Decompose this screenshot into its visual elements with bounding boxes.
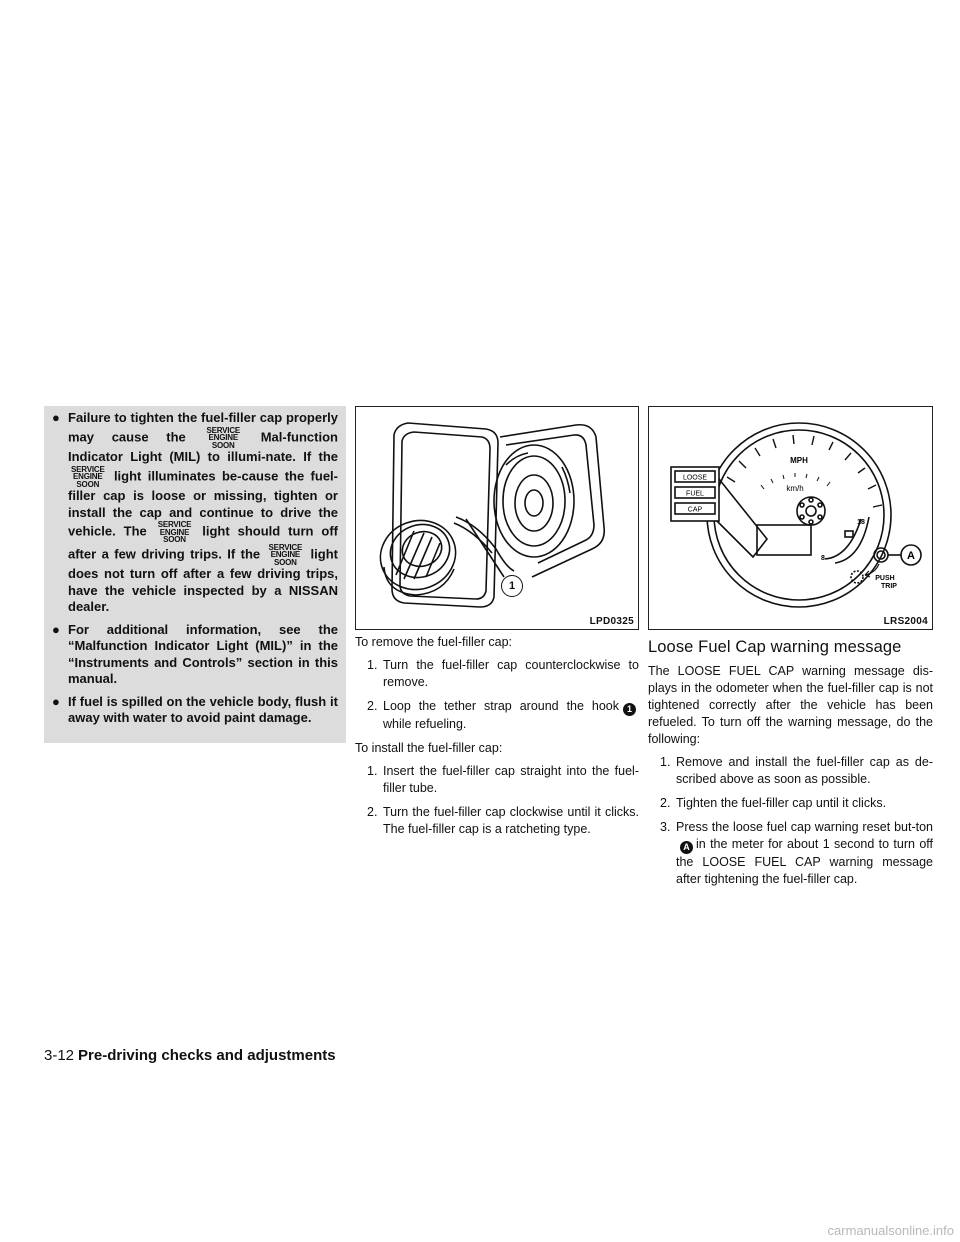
bullet-icon: ● [52, 693, 60, 709]
page-footer [44, 1047, 336, 1064]
msg-fuel: FUEL [686, 490, 704, 498]
figure-code: LRS2004 [883, 616, 928, 627]
button-callout-a: A [907, 550, 915, 562]
callout-a-icon: A [680, 841, 693, 854]
service-engine-soon-icon: SERVICE ENGINE SOON [268, 542, 303, 567]
loose-step-1: 1. Remove and install the fuel-filler cap as de-scribed above as soon as possible. [660, 755, 933, 786]
remove-step-1: 1. Turn the fuel-filler cap counterclockwise to remove. [367, 658, 639, 689]
caution-item-1: ● Failure to tighten the fuel-filler cap properly may cause the SERVICE ENGINE SOON Mal-function Indicator Light (MIL) to illumi-nate. If the SERVICE ENGINE SOON light illuminates be-cause the fuel-filler cap is loose or missing, tighten or install the cap and continue to drive the vehicle. The SERVICE ENGINE SOON light should turn off after a few driving trips. If the SERVICE ENGINE SOON light does not turn off after a few driving trips, have the vehicle inspected by a NISSAN dealer. [52, 410, 338, 614]
right-column [648, 406, 933, 895]
service-engine-soon-icon: SERVICE ENGINE SOON [157, 520, 192, 544]
service-engine-soon-icon: SERVICE ENGINE SOON [206, 425, 241, 450]
bullet-icon: ● [52, 410, 60, 425]
remove-intro: To remove the fuel-filler cap: [355, 635, 513, 649]
figure-code: LPD0325 [589, 616, 634, 627]
chapter-title: Pre-driving checks and adjustments [78, 1047, 336, 1064]
middle-column [355, 406, 639, 845]
speedo-unit-kmh: km/h [786, 484, 804, 493]
remove-step-2: 2. Loop the tether strap around the hook 1while refueling. [355, 698, 639, 733]
page-number: 3-12 [44, 1047, 75, 1064]
bullet-icon: ● [52, 621, 60, 637]
callout-1: 1 [501, 575, 523, 597]
loose-step-3: 3. Press the loose fuel cap warning reset but-tonA in the meter for about 1 second to turn off the LOOSE FUEL CAP warning message after tightening the fuel-filler cap. [660, 820, 933, 886]
push-label: PUSH [875, 575, 895, 582]
left-column [44, 406, 346, 743]
section-paragraph: The LOOSE FUEL CAP warning message dis-plays in the odometer when the fuel-filler cap is not tightened correctly after the vehicle has been refueled. To turn off the warning message, do the following: [648, 664, 933, 746]
watermark: carmanualsonline.info [827, 1223, 954, 1238]
caution-item-3: ● If fuel is spilled on the vehicle body, flush it away with water to avoid paint damage. [52, 693, 338, 725]
install-step-2: 2. Turn the fuel-filler cap clockwise until it clicks. The fuel-filler cap is a ratcheting type. [367, 805, 639, 836]
section-heading: Loose Fuel Cap warning message [648, 638, 902, 656]
callout-1-icon: 1 [623, 703, 636, 716]
caution-box [44, 406, 346, 743]
caution-item-2: ● For additional information, see the “Malfunction Indicator Light (MIL)” in the “Instruments and Controls” section in this manual. [52, 621, 338, 686]
speedometer-illustration [649, 407, 932, 629]
trip-label: TRIP [881, 583, 897, 590]
loose-step-2: 2. Tighten the fuel-filler cap until it clicks. [660, 796, 887, 810]
msg-cap: CAP [687, 506, 703, 514]
fuel-filler-cap-figure [355, 406, 639, 630]
install-intro: To install the fuel-filler cap: [355, 741, 503, 755]
fuel-door-illustration [356, 407, 638, 629]
speedo-unit-mph: MPH [790, 456, 808, 465]
speedometer-figure [648, 406, 933, 630]
gauge-high: 18 [857, 519, 865, 526]
install-step-1: 1. Insert the fuel-filler cap straight into the fuel-filler tube. [367, 764, 639, 795]
gauge-low: 8 [821, 555, 825, 562]
service-engine-soon-icon: SERVICE ENGINE SOON [71, 464, 105, 489]
msg-loose: LOOSE [682, 474, 708, 482]
